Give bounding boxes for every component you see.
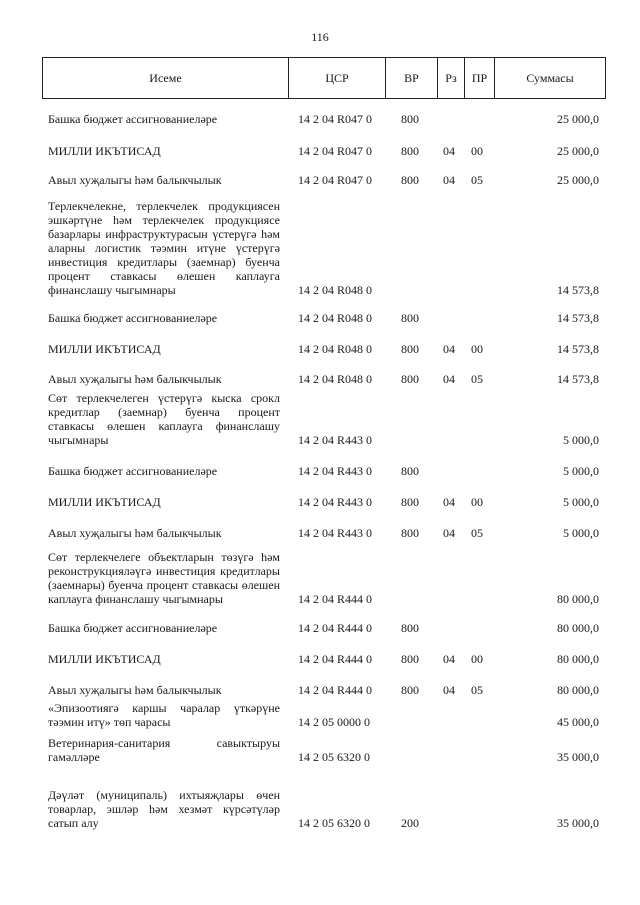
row-sum: 5 000,0: [563, 495, 599, 509]
row-name: Авыл хуҗалыгы һәм балыкчылык: [48, 372, 222, 386]
row-name: Терлекчелекне, терлекчелек продукциясен эшкәртүне һәм терлекчелек продукциясе базарлары инфраструктурасын үстерүгә һәм аларны логистик тәэмин итүне үстерүгә инвестиция кредитлары (заемнар) буенча процент ставкасы өлешен каплауга финанслашу чыгымнары: [48, 199, 280, 297]
row-name: Башка бюджет ассигнованиеләре: [48, 311, 218, 325]
row-name: Ветеринария-санитария савыктыруы гамәлләре: [48, 736, 280, 764]
header-rz: Рз: [437, 58, 464, 98]
row-sum: 5 000,0: [563, 464, 599, 478]
row-pr: 05: [471, 526, 483, 540]
row-vr: 800: [401, 173, 419, 187]
table-row: [0, 173, 640, 187]
row-sum: 35 000,0: [557, 816, 599, 830]
row-sum: 14 573,8: [557, 283, 599, 297]
row-vr: 800: [401, 652, 419, 666]
row-vr: 800: [401, 372, 419, 386]
row-csr: 14 2 04 R443 0: [298, 495, 373, 509]
row-sum: 25 000,0: [557, 144, 599, 158]
row-csr: 14 2 04 R443 0: [298, 433, 373, 447]
row-csr: 14 2 04 R443 0: [298, 464, 373, 478]
row-csr: 14 2 04 R047 0: [298, 144, 373, 158]
row-sum: 25 000,0: [557, 173, 599, 187]
row-rz: 04: [443, 144, 455, 158]
table-row: [0, 736, 640, 764]
row-sum: 14 573,8: [557, 372, 599, 386]
row-sum: 5 000,0: [563, 433, 599, 447]
row-sum: 5 000,0: [563, 526, 599, 540]
row-rz: 04: [443, 495, 455, 509]
table-row: [0, 464, 640, 478]
row-name: Авыл хуҗалыгы һәм балыкчылык: [48, 173, 222, 187]
row-csr: 14 2 04 R048 0: [298, 311, 373, 325]
row-csr: 14 2 04 R444 0: [298, 592, 373, 606]
row-sum: 45 000,0: [557, 715, 599, 729]
row-name: Сөт терлекчелеген үстерүгә кыска срокл кредитлар (заемнар) буенча процент ставкасы өлешен каплауга финанслашу чыгымнары: [48, 391, 280, 447]
header-sum: Суммасы: [494, 58, 605, 98]
table-row: [0, 495, 640, 509]
row-csr: 14 2 05 6320 0: [298, 816, 370, 830]
header-vr: ВР: [385, 58, 437, 98]
row-name: Башка бюджет ассигнованиеләре: [48, 621, 218, 635]
row-vr: 800: [401, 464, 419, 478]
row-name: «Эпизоотиягә каршы чаралар үткәрүне тәэмин итү» төп чарасы: [48, 701, 280, 729]
row-csr: 14 2 04 R047 0: [298, 173, 373, 187]
row-csr: 14 2 04 R048 0: [298, 283, 373, 297]
table-row: [0, 652, 640, 666]
row-csr: 14 2 04 R048 0: [298, 342, 373, 356]
row-name: Авыл хуҗалыгы һәм балыкчылык: [48, 683, 222, 697]
row-name: МИЛЛИ ИКЪТИСАД: [48, 144, 161, 158]
row-vr: 800: [401, 311, 419, 325]
row-rz: 04: [443, 372, 455, 386]
row-vr: 800: [401, 112, 419, 126]
table-row: [0, 144, 640, 158]
table-header: [42, 57, 606, 99]
row-pr: 05: [471, 683, 483, 697]
row-pr: 00: [471, 495, 483, 509]
row-pr: 00: [471, 144, 483, 158]
row-sum: 14 573,8: [557, 342, 599, 356]
row-csr: 14 2 05 6320 0: [298, 750, 370, 764]
table-row: [0, 372, 640, 386]
row-csr: 14 2 04 R048 0: [298, 372, 373, 386]
row-vr: 800: [401, 144, 419, 158]
table-row: [0, 526, 640, 540]
row-name: Авыл хуҗалыгы һәм балыкчылык: [48, 526, 222, 540]
row-name: МИЛЛИ ИКЪТИСАД: [48, 652, 161, 666]
table-row: [0, 701, 640, 729]
table-row: [0, 391, 640, 447]
row-csr: 14 2 04 R047 0: [298, 112, 373, 126]
row-vr: 800: [401, 526, 419, 540]
row-pr: 00: [471, 342, 483, 356]
row-vr: 800: [401, 495, 419, 509]
table-row: [0, 342, 640, 356]
row-pr: 05: [471, 372, 483, 386]
row-sum: 80 000,0: [557, 621, 599, 635]
row-vr: 800: [401, 621, 419, 635]
table-row: [0, 311, 640, 325]
table-row: [0, 192, 640, 297]
row-sum: 80 000,0: [557, 683, 599, 697]
row-name: Сөт терлекчелеге объектларын төзүгә һәм реконструкцияләүгә инвестиция кредитлары (заемнары) буенча процент ставкасы өлешен каплауга финанслашу чыгымнары: [48, 550, 280, 606]
row-vr: 800: [401, 342, 419, 356]
row-name: МИЛЛИ ИКЪТИСАД: [48, 495, 161, 509]
row-vr: 200: [401, 816, 419, 830]
row-sum: 25 000,0: [557, 112, 599, 126]
row-sum: 14 573,8: [557, 311, 599, 325]
row-vr: 800: [401, 683, 419, 697]
table-row: [0, 545, 640, 606]
header-name: Исеме: [149, 71, 182, 85]
row-csr: 14 2 04 R444 0: [298, 683, 373, 697]
row-name: МИЛЛИ ИКЪТИСАД: [48, 342, 161, 356]
table-row: [0, 683, 640, 697]
row-rz: 04: [443, 173, 455, 187]
row-rz: 04: [443, 526, 455, 540]
row-rz: 04: [443, 652, 455, 666]
row-rz: 04: [443, 342, 455, 356]
table-row: [0, 112, 640, 126]
row-name: Башка бюджет ассигнованиеләре: [48, 112, 218, 126]
row-csr: 14 2 04 R444 0: [298, 621, 373, 635]
table-row: [0, 621, 640, 635]
row-sum: 35 000,0: [557, 750, 599, 764]
header-csr: ЦСР: [288, 58, 385, 98]
row-sum: 80 000,0: [557, 652, 599, 666]
row-pr: 05: [471, 173, 483, 187]
row-pr: 00: [471, 652, 483, 666]
row-sum: 80 000,0: [557, 592, 599, 606]
table-row: [0, 771, 640, 830]
row-name: Дәүләт (муниципаль) ихтыяҗлары өчен товарлар, эшләр һәм хезмәт күрсәтүләр сатып алу: [48, 788, 280, 830]
row-csr: 14 2 04 R443 0: [298, 526, 373, 540]
row-csr: 14 2 04 R444 0: [298, 652, 373, 666]
row-rz: 04: [443, 683, 455, 697]
header-pr: ПР: [464, 58, 494, 98]
row-name: Башка бюджет ассигнованиеләре: [48, 464, 218, 478]
page-number: 116: [311, 30, 329, 44]
row-csr: 14 2 05 0000 0: [298, 715, 370, 729]
